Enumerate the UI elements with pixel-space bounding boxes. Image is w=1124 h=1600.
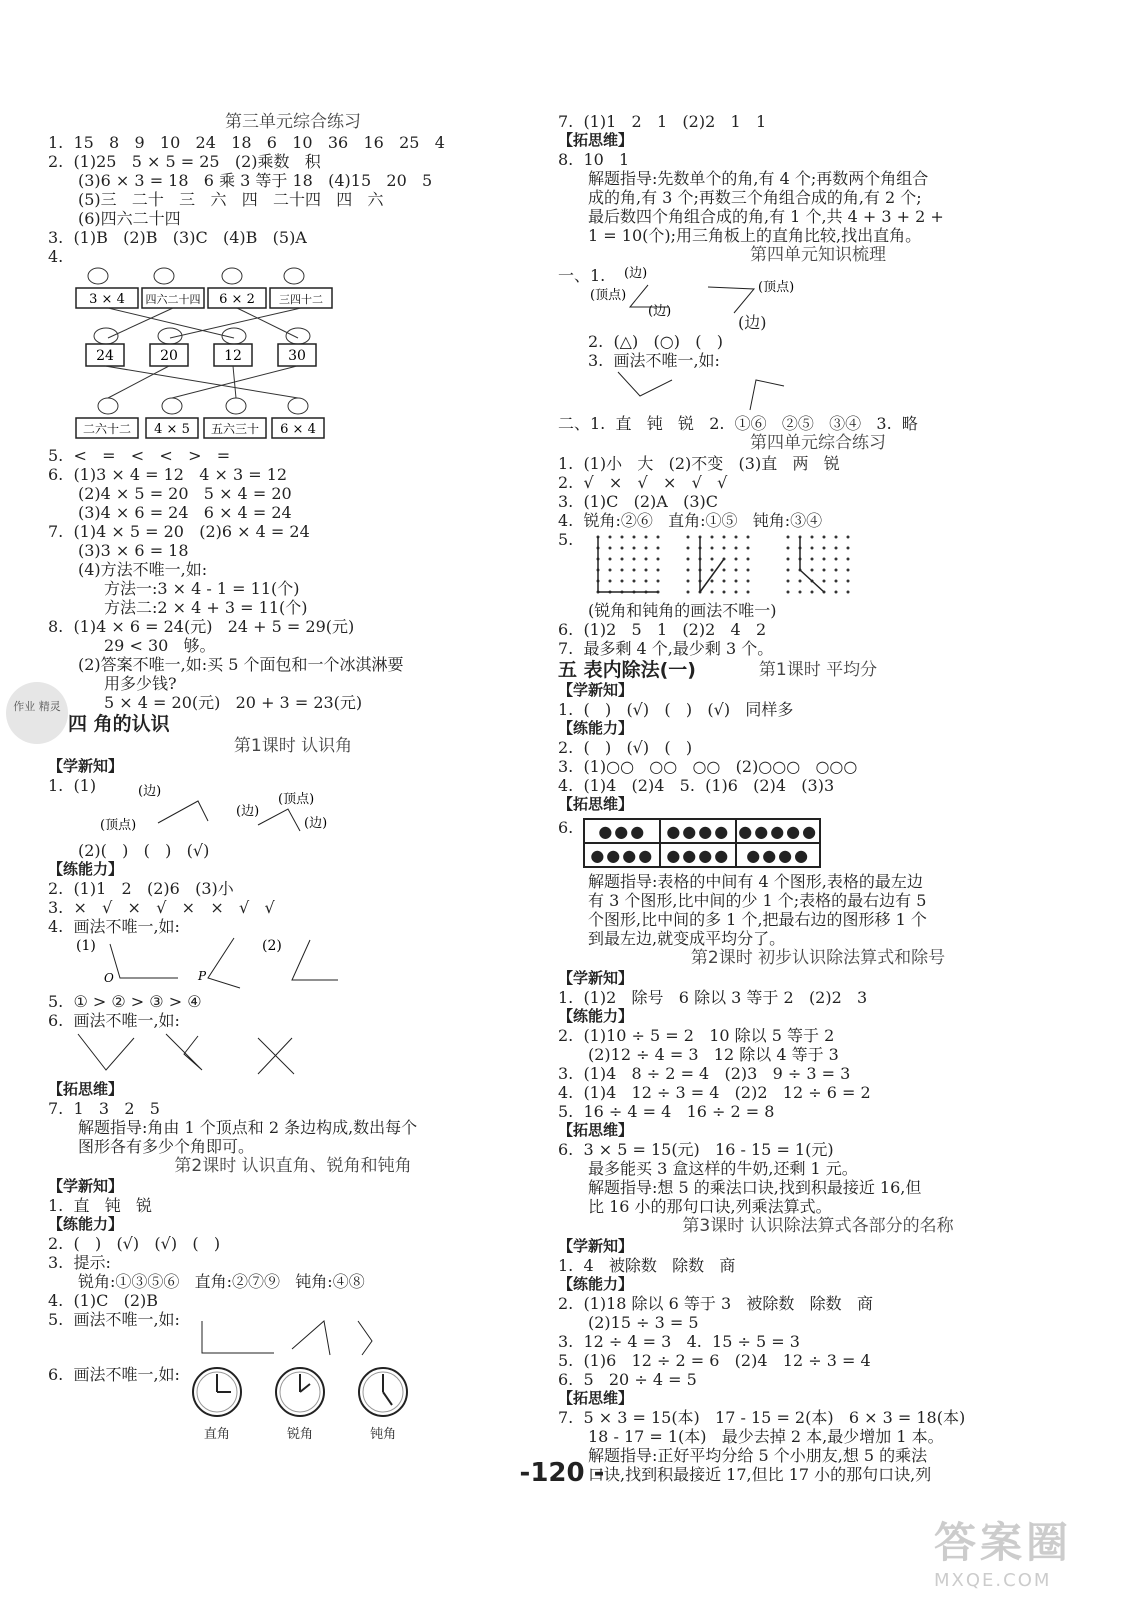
answer-line: (4)方法不唯一,如: [78, 560, 208, 579]
answer-line: (2)答案不唯一,如:买 5 个面包和一个冰淇淋要 [78, 655, 404, 674]
answer-line: 最多能买 3 盒这样的牛奶,还剩 1 元。 [588, 1159, 858, 1178]
grid-dot [687, 569, 690, 572]
cat-icon [94, 328, 118, 344]
answer-line: 2. (1)18 除以 6 等于 3 被除数 除数 商 [558, 1294, 873, 1313]
clock-icon [273, 1365, 327, 1419]
mouse-icon [162, 398, 182, 414]
answer-line: 5. ① > ② > ③ > ④ [48, 992, 202, 1011]
grid-dot [633, 558, 636, 561]
answer-line: 5. 画法不唯一,如: [48, 1310, 180, 1329]
clock-icon [356, 1365, 410, 1419]
answer-line: 3. (1)B (2)B (3)C (4)B (5)A [48, 228, 307, 247]
lesson-title: 第1课时 认识角 [233, 736, 353, 756]
answer-line: 6. 5 20 ÷ 4 = 5 [558, 1370, 697, 1389]
section-tag: 【学新知】 [558, 1237, 634, 1255]
drawn-angles [48, 1030, 348, 1080]
mouse-icon [98, 398, 118, 414]
answer-line: 1. (1)小 大 (2)不变 (3)直 两 锐 [558, 454, 840, 473]
angle-label: (边) [624, 266, 648, 281]
grid-dot [847, 558, 850, 561]
clock-label: 直角 [203, 1427, 230, 1442]
grid-dot [823, 569, 826, 572]
grid-dot [621, 580, 624, 583]
answer-line: 3. (1)○○ ○○ ○○ (2)○○○ ○○○ [558, 757, 858, 776]
grid-dot [621, 569, 624, 572]
answer-line: 2. (1)10 ÷ 5 = 2 10 除以 5 等于 2 [558, 1026, 835, 1045]
grid-dot [723, 580, 726, 583]
grid-dot [711, 580, 714, 583]
answer-line: 2. ( ) (√) (√) ( ) [48, 1234, 221, 1253]
grid-dot [747, 536, 750, 539]
grid-dot [645, 558, 648, 561]
answer-line: 2. (△) (○) ( ) [588, 332, 723, 351]
section-tag: 【拓思维】 [558, 1121, 634, 1139]
lesson-title: 第1课时 平均分 [758, 660, 878, 680]
unit-heading: 五 表内除法(一) [558, 659, 696, 681]
grid-dot [735, 569, 738, 572]
mouse-top-label: 三四十二 [279, 293, 323, 306]
grid-dot [723, 536, 726, 539]
grid-dot [645, 569, 648, 572]
answer-line: 1. (1)2 除号 6 除以 3 等于 2 (2)2 3 [558, 988, 868, 1007]
mouse-cat-matching-figure [48, 266, 348, 446]
answer-line: (3)4 × 6 = 24 6 × 4 = 24 [78, 503, 292, 522]
grid-dot [787, 580, 790, 583]
section-tag: 【学新知】 [558, 969, 634, 987]
angle-label: (顶点) [100, 818, 137, 833]
answer-line: 用多少钱? [104, 674, 177, 693]
grid-dot [847, 536, 850, 539]
grid-dot [847, 547, 850, 550]
grid-dot [657, 547, 660, 550]
grid-dot [633, 536, 636, 539]
angle-label: (边) [236, 804, 260, 819]
grid-dot [609, 569, 612, 572]
unit-heading: 四 角的认识 [68, 713, 170, 735]
answer-line: 5. 16 ÷ 4 = 4 16 ÷ 2 = 8 [558, 1102, 775, 1121]
mouse-icon [226, 398, 246, 414]
answer-line: 有 3 个图形,比中间的少 1 个;表格的最右边有 5 [588, 891, 927, 910]
page-number: -120 - [519, 1458, 605, 1488]
grid-dot [645, 536, 648, 539]
answer-line: 3. (1)4 8 ÷ 2 = 4 (2)3 9 ÷ 3 = 3 [558, 1064, 851, 1083]
answer-line: (6)四六二十四 [78, 209, 181, 228]
grid-dot [835, 569, 838, 572]
answer-line: 7. (1)1 2 1 (2)2 1 1 [558, 112, 767, 131]
clock-label: 钝角 [370, 1427, 397, 1442]
drawn-angles [48, 936, 348, 992]
answer-line: 1 = 10(个);用三角板上的直角比较,找出直角。 [588, 226, 922, 245]
mouse-top-label: 6 × 2 [219, 292, 255, 307]
lesson-title: 第3课时 认识除法算式各部分的名称 [682, 1216, 954, 1236]
answer-line: 5. < = < < > = [48, 446, 231, 465]
grid-dot [657, 569, 660, 572]
mouse-icon [222, 268, 242, 284]
answer-line: (2)4 × 5 = 20 5 × 4 = 20 [78, 484, 292, 503]
grid-dot [633, 569, 636, 572]
answer-line: 4. 画法不唯一,如: [48, 917, 180, 936]
grid-dot [823, 547, 826, 550]
angle-label: (顶点) [758, 280, 795, 295]
grid-dot [723, 547, 726, 550]
answer-line: 个图形,比中间的多 1 个,把最右边的图形移 1 个 [588, 910, 927, 929]
grid-dot [847, 591, 850, 594]
grid-dot [735, 558, 738, 561]
grid-dot [835, 547, 838, 550]
answer-line: 方法一:3 × 4 - 1 = 11(个) [104, 579, 300, 598]
drawn-angles [558, 370, 858, 414]
table-cell: ●●● [584, 819, 660, 843]
grid-dot [811, 536, 814, 539]
answer-line: 2. (1)25 5 × 5 = 25 (2)乘数 积 [48, 152, 321, 171]
answer-line: 7. 5 × 3 = 15(本) 17 - 15 = 2(本) 6 × 3 = 18(本) [558, 1408, 966, 1427]
grid-dot [787, 547, 790, 550]
answer-line: 解题指导:正好平均分给 5 个小朋友,想 5 的乘法 [588, 1446, 928, 1465]
section-tag: 【练能力】 [558, 1007, 634, 1025]
grid-dot [711, 558, 714, 561]
mouse-bottom-label: 二六十二 [82, 422, 132, 436]
mouse-icon [284, 268, 304, 284]
dot-grid-figure [558, 531, 1078, 601]
section-tag: 【练能力】 [48, 1215, 124, 1233]
grid-dot [835, 536, 838, 539]
section-tag: 【学新知】 [48, 757, 124, 775]
drawn-angles [48, 1329, 388, 1365]
grid-dot [787, 569, 790, 572]
answer-line: 3. × √ × √ × × √ √ [48, 898, 275, 917]
grid-dot [823, 558, 826, 561]
angle-line [700, 559, 724, 592]
section-title: 第四单元知识梳理 [750, 245, 886, 265]
answer-line: 6. 画法不唯一,如: [48, 1011, 180, 1030]
answer-line: (2)( ) ( ) (√) [78, 841, 210, 860]
answer-line: (边) [738, 313, 767, 332]
answer-line: 4. (1)C (2)B [48, 1291, 159, 1310]
grid-dot [621, 547, 624, 550]
answer-line: 3. 画法不唯一,如: [588, 351, 720, 370]
grid-dot [621, 558, 624, 561]
answer-line: 解题指导:角由 1 个顶点和 2 条边构成,数出每个 [78, 1118, 418, 1137]
answer-line: (3)3 × 6 = 18 [78, 541, 189, 560]
grid-dot [645, 580, 648, 583]
grid-dot [723, 569, 726, 572]
clock [273, 1365, 327, 1442]
section-tag: 【拓思维】 [558, 795, 634, 813]
answer-line: 5 × 4 = 20(元) 20 + 3 = 23(元) [104, 693, 363, 712]
answer-line: 8. (1)4 × 6 = 24(元) 24 + 5 = 29(元) [48, 617, 355, 636]
angle-label: P [198, 969, 207, 983]
grid-dot [687, 536, 690, 539]
grid-dot [747, 569, 750, 572]
dots-table [583, 818, 821, 868]
answer-line: 1. (1) [48, 776, 97, 795]
answer-line: (3)6 × 3 = 18 6 乘 3 等于 18 (4)15 20 5 [78, 171, 433, 190]
grid-dot [787, 591, 790, 594]
answer-line: 口诀,找到积最接近 17,但比 17 小的那句口诀,列 [588, 1465, 932, 1484]
table-cell: ●●●● [584, 843, 660, 867]
grid-dot [687, 591, 690, 594]
grid-dot [847, 569, 850, 572]
answer-line: 2. √ × √ × √ √ [558, 473, 728, 492]
grid-dot [657, 580, 660, 583]
grid-dot [609, 547, 612, 550]
cat-label: 12 [224, 348, 242, 364]
angle-label: (边) [648, 304, 672, 319]
grid-dot [747, 591, 750, 594]
grid-dot [747, 558, 750, 561]
grid-dot [633, 580, 636, 583]
angle-line [800, 570, 824, 592]
grid-dot [687, 558, 690, 561]
answer-line: 7. 1 3 2 5 [48, 1099, 160, 1118]
answer-line: 1. 15 8 9 10 24 18 6 10 36 16 25 4 [48, 133, 445, 152]
grid-dot [799, 591, 802, 594]
answer-line: 4. 锐角:②⑥ 直角:①⑤ 钝角:③④ [558, 511, 823, 530]
grid-dot [657, 536, 660, 539]
mice-top-row [76, 268, 332, 308]
answer-line: 5. (1)6 12 ÷ 2 = 6 (2)4 12 ÷ 3 = 4 [558, 1351, 871, 1370]
answer-line: 4. [48, 247, 64, 266]
section-tag: 【学新知】 [48, 1177, 124, 1195]
grid-dot [835, 558, 838, 561]
section-tag: 【拓思维】 [558, 1389, 634, 1407]
section-tag: 【练能力】 [558, 719, 634, 737]
answer-line: 二、1. 直 钝 锐 2. ①⑥ ②⑤ ③④ 3. 略 [558, 414, 918, 433]
clock-icon [190, 1365, 244, 1419]
answer-line: 29 < 30 够。 [104, 636, 216, 655]
mouse-bottom-label: 4 × 5 [154, 422, 190, 437]
answer-line: (5)三 二十 三 六 四 二十四 四 六 [78, 190, 384, 209]
answer-line: 4. (1)4 (2)4 5. (1)6 (2)4 (3)3 [558, 776, 835, 795]
angle-label: (边) [304, 816, 328, 831]
table-cell: ●●●● [660, 819, 736, 843]
cat-icon [286, 328, 310, 344]
grid-dot [657, 558, 660, 561]
grid-dot [711, 547, 714, 550]
angle-label: (顶点) [278, 792, 315, 807]
table-cell: ●●●●● [736, 819, 820, 843]
answer-line: 4. (1)4 12 ÷ 3 = 4 (2)2 12 ÷ 6 = 2 [558, 1083, 871, 1102]
section-tag: 【拓思维】 [48, 1080, 124, 1098]
answer-line: (2)12 ÷ 4 = 3 12 除以 4 等于 3 [588, 1045, 839, 1064]
lesson-title: 第2课时 认识直角、锐角和钝角 [174, 1156, 412, 1176]
answer-line: 1. ( ) (√) ( ) (√) 同样多 [558, 700, 794, 719]
answer-line: 6. [558, 818, 574, 837]
cat-label: 20 [160, 348, 178, 364]
grid-dot [735, 536, 738, 539]
grid-dot [609, 580, 612, 583]
answer-line: 最后数四个角组合成的角,有 1 个,共 4 + 3 + 2 + [588, 207, 944, 226]
grid-dot [799, 580, 802, 583]
stamp-logo: 作业 精灵 [6, 682, 68, 744]
mouse-icon [88, 268, 108, 284]
grid-dot [687, 580, 690, 583]
grid-dot [609, 558, 612, 561]
answer-line: 比 16 小的那句口诀,列乘法算式。 [588, 1197, 832, 1216]
mouse-icon [154, 268, 174, 284]
grid-dot [811, 569, 814, 572]
grid-dot [835, 580, 838, 583]
answer-line: 1. 直 钝 锐 [48, 1196, 152, 1215]
section-title: 第四单元综合练习 [750, 433, 886, 453]
grid-dot [787, 558, 790, 561]
mouse-top-label: 四六二十四 [145, 293, 201, 306]
angle-label: (2) [262, 938, 282, 954]
answer-line: 6. 3 × 5 = 15(元) 16 - 15 = 1(元) [558, 1140, 834, 1159]
section-tag: 【学新知】 [558, 681, 634, 699]
grid-dot [811, 558, 814, 561]
grid-dot [633, 547, 636, 550]
mouse-icon [288, 398, 308, 414]
answer-line: 锐角:①③⑤⑥ 直角:②⑦⑨ 钝角:④⑧ [78, 1272, 365, 1291]
answer-line: 解题指导:先数单个的角,有 4 个;再数两个角组合 [588, 169, 929, 188]
mouse-bottom-label: 五六三十 [210, 422, 260, 436]
answer-line: 3. 提示: [48, 1253, 111, 1272]
answer-line: 5. [558, 530, 574, 549]
grid-dot [621, 536, 624, 539]
section-tag: 【练能力】 [558, 1275, 634, 1293]
grid-dot [811, 591, 814, 594]
answer-line: 8. 10 1 [558, 150, 630, 169]
cat-label: 24 [96, 348, 114, 364]
grid-dot [687, 547, 690, 550]
grid-dot [735, 591, 738, 594]
section-tag: 【练能力】 [48, 860, 124, 878]
grid-dot [735, 547, 738, 550]
answer-line: 解题指导:表格的中间有 4 个图形,表格的最左边 [588, 872, 923, 891]
angle-label: (顶点) [590, 288, 627, 303]
answer-line: 1. 4 被除数 除数 商 [558, 1256, 736, 1275]
answer-line: 7. 最多剩 4 个,最少剩 3 个。 [558, 639, 774, 658]
grid-dot [823, 580, 826, 583]
cat-label: 30 [288, 348, 306, 364]
grid-dot [811, 547, 814, 550]
answer-line: 2. ( ) (√) ( ) [558, 738, 693, 757]
answer-line: 到最左边,就变成平均分了。 [588, 929, 786, 948]
angle-label: (边) [138, 784, 162, 799]
answer-line: 18 - 17 = 1(本) 最少去掉 2 本,最少增加 1 本。 [588, 1427, 944, 1446]
clock [190, 1365, 244, 1442]
table-cell: ●●●● [736, 843, 820, 867]
answer-line: 7. (1)4 × 5 = 20 (2)6 × 4 = 24 [48, 522, 310, 541]
answer-line: 3. (1)C (2)A (3)C [558, 492, 718, 511]
clock [356, 1365, 410, 1442]
grid-dot [711, 536, 714, 539]
grid-dot [723, 591, 726, 594]
grid-dot [823, 536, 826, 539]
watermark-logo: 答案圈 MXQE.COM [934, 1518, 1073, 1591]
section-title: 第三单元综合练习 [225, 112, 361, 132]
answer-line: 6. 画法不唯一,如: [48, 1365, 180, 1384]
answer-line: 2. (1)1 2 (2)6 (3)小 [48, 879, 234, 898]
answer-line: 一、1. [558, 266, 606, 285]
answer-line: (2)15 ÷ 3 = 5 [588, 1313, 699, 1332]
grid-dot [645, 547, 648, 550]
table-cell: ●●●● [660, 843, 736, 867]
answer-line: 3. 12 ÷ 4 = 3 4. 15 ÷ 5 = 3 [558, 1332, 800, 1351]
angle-label: (1) [76, 938, 96, 954]
grid-dot [711, 591, 714, 594]
grid-dot [747, 580, 750, 583]
grid-dot [609, 536, 612, 539]
angle-label: O [104, 971, 114, 985]
dot-grid-svg [558, 531, 888, 601]
right-column [558, 112, 1078, 1484]
left-column [48, 112, 538, 1442]
cats-row [86, 328, 316, 366]
grid-dot [787, 536, 790, 539]
mouse-top-label: 3 × 4 [89, 292, 125, 307]
mouse-bottom-label: 6 × 4 [280, 422, 316, 437]
section-tag: 【拓思维】 [558, 131, 634, 149]
clock-label: 锐角 [287, 1427, 314, 1442]
lesson-title: 第2课时 初步认识除法算式和除号 [690, 948, 946, 968]
clock-group [190, 1365, 434, 1442]
answer-line: 解题指导:想 5 的乘法口诀,找到积最接近 16,但 [588, 1178, 922, 1197]
answer-line: 成的角,有 3 个;再数三个角组合成的角,有 2 个; [588, 188, 922, 207]
grid-dot [711, 569, 714, 572]
grid-dot [747, 547, 750, 550]
answer-line: 6. (1)2 5 1 (2)2 4 2 [558, 620, 767, 639]
grid-dot [847, 580, 850, 583]
grid-dot [835, 591, 838, 594]
grid-dot [735, 580, 738, 583]
answer-line: 图形各有多少个角即可。 [78, 1137, 255, 1156]
answer-line: 6. (1)3 × 4 = 12 4 × 3 = 12 [48, 465, 288, 484]
answer-line: (锐角和钝角的画法不唯一) [588, 601, 777, 620]
answer-line: 方法二:2 × 4 + 3 = 11(个) [104, 598, 308, 617]
mice-bottom-row [76, 398, 324, 438]
